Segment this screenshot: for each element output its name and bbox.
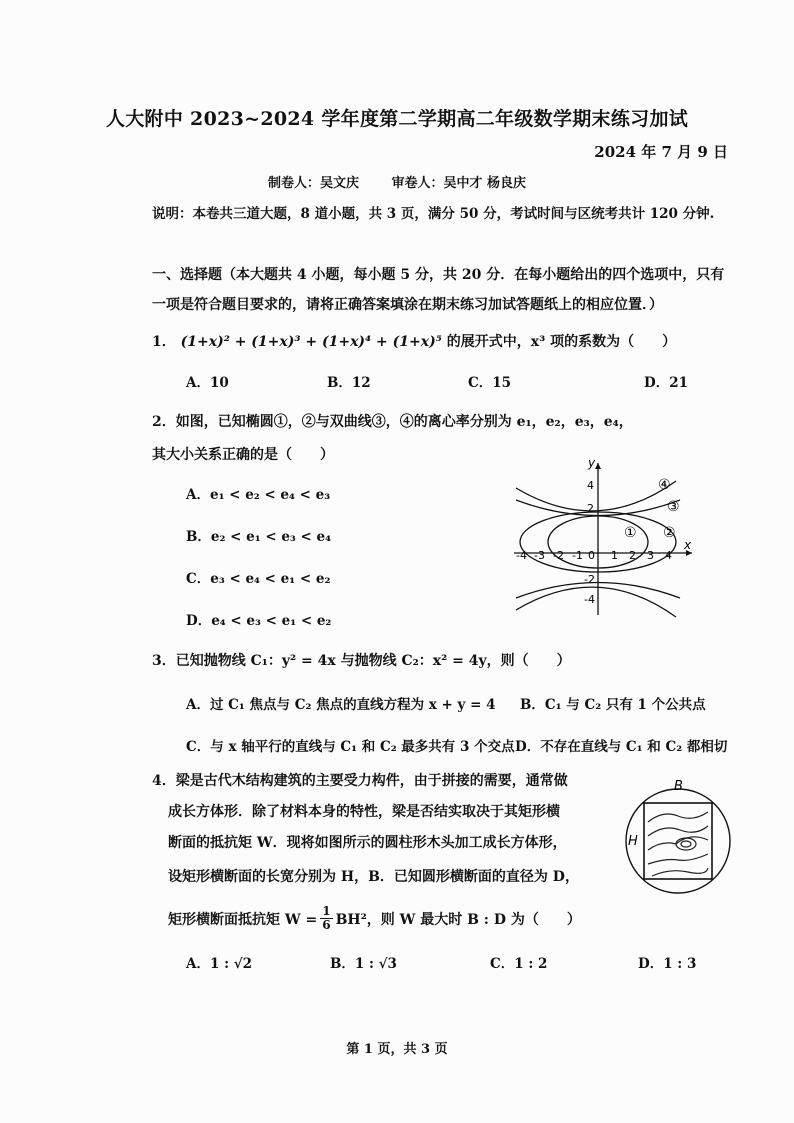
q4-line3: 断面的抵抗矩 W．现将如图所示的圆柱形木头加工成长方体形， xyxy=(168,835,567,851)
y-tick: -2 xyxy=(584,573,595,586)
q3-option-b[interactable]: B．C₁ 与 C₂ 只有 1 个公共点 xyxy=(520,697,706,713)
q3-stem: 3．已知抛物线 C₁：y² = 4x 与抛物线 C₂：x² = 4y，则（ ） xyxy=(152,653,571,669)
label-h: H xyxy=(628,834,638,849)
q2-line1: 2．如图，已知椭圆①，②与双曲线③，④的离心率分别为 e₁，e₂，e₃，e₄， xyxy=(152,414,633,430)
q3-option-c[interactable]: C．与 x 轴平行的直线与 C₁ 和 C₂ 最多共有 3 个交点 xyxy=(186,739,515,755)
reviewer: 审卷人：吴中才 杨良庆 xyxy=(391,176,527,191)
q4-fraction-den: 6 xyxy=(322,918,331,932)
label-3: ③ xyxy=(667,499,680,515)
x-tick: -3 xyxy=(534,549,545,562)
conic-graph xyxy=(508,455,698,620)
y-tick: 4 xyxy=(587,479,594,492)
wood-grain xyxy=(648,812,708,876)
beam-cross-section-figure xyxy=(618,772,736,902)
q4-option-d[interactable]: D．1 : 3 xyxy=(638,956,697,972)
exam-note: 说明：本卷共三道大题，8 道小题，共 3 页，满分 50 分，考试时间与区统考共计 120 分钟. xyxy=(152,206,715,222)
x-tick: -1 xyxy=(572,549,583,562)
label-4: ④ xyxy=(658,477,671,493)
exam-date: 2024 年 7 月 9 日 xyxy=(594,143,728,161)
section-1-line2: 一项是符合题目要求的，请将正确答案填涂在期末练习加试答题纸上的相应位置．） xyxy=(152,297,663,313)
q4-line4: 设矩形横断面的长宽分别为 H，B．已知圆形横断面的直径为 D， xyxy=(168,869,579,885)
q1-text: 的展开式中，x³ 项的系数为（ ） xyxy=(446,334,677,350)
q4-fraction xyxy=(320,905,332,932)
y-axis-arrow xyxy=(595,463,601,469)
q1-expression: (1+x)² + (1+x)³ + (1+x)⁴ + (1+x)⁵ xyxy=(180,334,442,350)
q3-option-d[interactable]: D．不存在直线与 C₁ 和 C₂ 都相切 xyxy=(515,739,728,755)
q2-option-d[interactable]: D．e₄ < e₃ < e₁ < e₂ xyxy=(186,613,332,629)
q3-option-a[interactable]: A．过 C₁ 焦点与 C₂ 焦点的直线方程为 x + y = 4 xyxy=(186,697,496,713)
y-tick: 2 xyxy=(587,502,594,515)
q4-line5-start: 矩形横断面抵抗矩 W = xyxy=(168,911,318,928)
question-1 xyxy=(152,331,676,351)
label-b: B xyxy=(674,779,683,794)
section-1-header xyxy=(152,260,732,320)
q4-fraction-num: 1 xyxy=(322,904,331,918)
x-tick: -4 xyxy=(516,549,527,562)
q1-option-a[interactable]: A．10 xyxy=(186,375,229,391)
author: 制卷人：吴文庆 xyxy=(267,176,359,191)
page-footer: 第 1 页，共 3 页 xyxy=(346,1042,448,1057)
x-axis-label: x xyxy=(684,538,692,552)
q4-line5-end: BH²，则 W 最大时 B : D 为（ ） xyxy=(335,911,581,928)
makers-line xyxy=(0,172,794,191)
q2-option-b[interactable]: B．e₂ < e₁ < e₃ < e₄ xyxy=(186,529,332,545)
q1-option-d[interactable]: D．21 xyxy=(644,375,688,391)
hyperbola-4-lower xyxy=(516,587,676,617)
x-tick: 3 xyxy=(647,549,654,562)
label-1: ① xyxy=(624,525,637,541)
q4-line2: 成长方体形．除了材料本身的特性，梁是否结实取决于其矩形横 xyxy=(168,804,560,820)
q2-option-a[interactable]: A．e₁ < e₂ < e₄ < e₃ xyxy=(186,487,331,503)
q1-option-b[interactable]: B．12 xyxy=(327,375,371,391)
q4-line5 xyxy=(168,905,581,932)
q2-line2: 其大小关系正确的是（ ） xyxy=(152,447,334,463)
q4-line1: 4．梁是古代木结构建筑的主要受力构件，由于拼接的需要，通常做 xyxy=(152,773,568,789)
q1-option-c[interactable]: C．15 xyxy=(468,375,512,391)
x-tick: 1 xyxy=(611,549,618,562)
hyperbola-4-upper xyxy=(516,481,676,511)
label-2: ② xyxy=(663,525,676,541)
q2-option-c[interactable]: C．e₃ < e₄ < e₁ < e₂ xyxy=(186,571,331,587)
page-title: 人大附中 2023~2024 学年度第二学期高二年级数学期末练习加试 xyxy=(105,108,689,130)
q4-option-b[interactable]: B．1 : √3 xyxy=(330,956,397,972)
q4-option-c[interactable]: C．1 : 2 xyxy=(490,956,548,972)
section-1-line1: 一、选择题（本大题共 4 小题，每小题 5 分，共 20 分．在每小题给出的四个选项中，只有 xyxy=(152,267,725,283)
x-tick: 2 xyxy=(629,549,636,562)
q4-option-a[interactable]: A．1 : √2 xyxy=(186,956,253,972)
x-tick: 4 xyxy=(665,549,672,562)
x-tick: -2 xyxy=(553,549,564,562)
y-axis-label: y xyxy=(588,456,596,470)
y-tick: -4 xyxy=(584,593,595,606)
x-tick: 0 xyxy=(588,549,595,562)
q1-number: 1． xyxy=(152,334,176,350)
